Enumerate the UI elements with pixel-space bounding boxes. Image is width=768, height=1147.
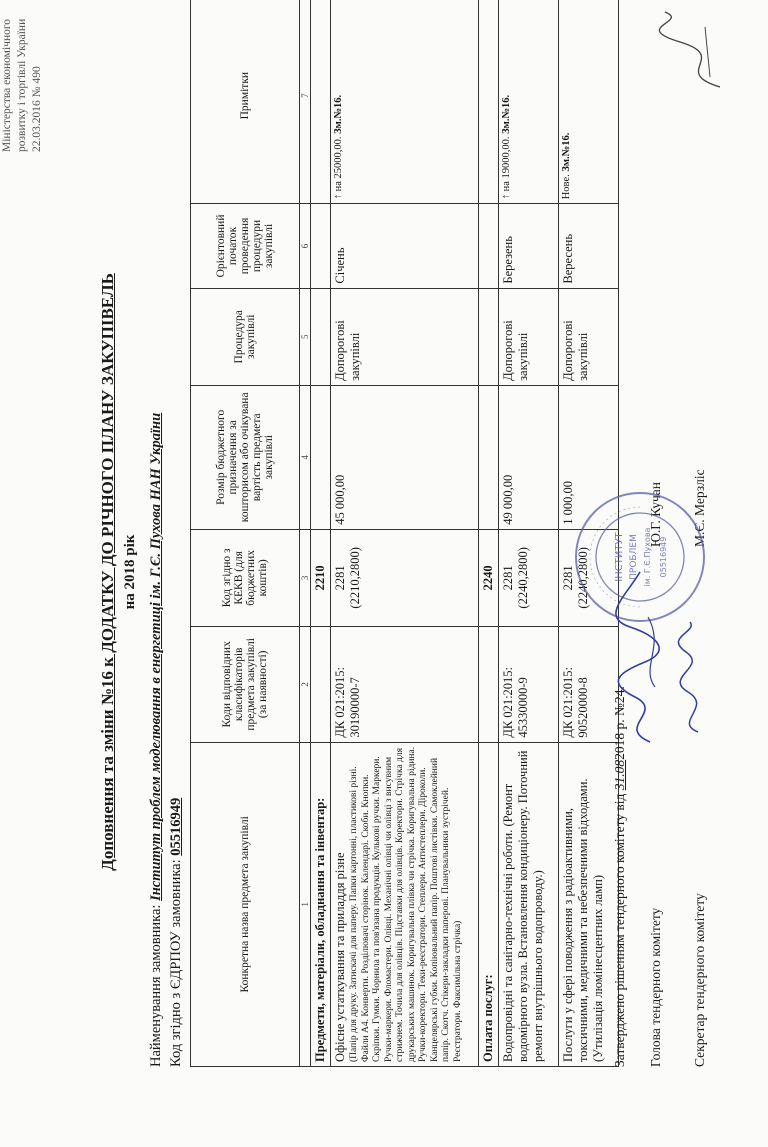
committee-secretary-name: М.Є. Мерзліс [692,469,707,547]
section-label: Оплата послуг: [479,742,499,1066]
start-month: Березень [499,204,559,288]
kekv-code: 2281 (2240,2800) [559,529,619,626]
item-name: Офісне устаткування та приладдя різне [333,852,347,1062]
header-start-date: Орієнтовний початок проведення процедури закупівлі [191,204,300,288]
column-number: 3 [300,529,311,626]
svg-text:ім. Г.Є.Пухова: ім. Г.Є.Пухова [643,527,652,587]
head-handwritten-signature [610,567,670,747]
approval-date: 31.08 [612,759,627,791]
document-subtitle: на 2018 рік [122,534,138,610]
note-text: ↑ на 19000,00. [501,136,512,200]
budget-amount: 49 000,00 [499,385,559,529]
note-text: Нове. [561,174,572,200]
header-item-name: Конкретна назва предмета закупівлі [191,742,300,1066]
table-row [499,0,559,1067]
kekv-code: 2281 (2210,2800) [331,529,479,626]
item-name: Водопровідні та санітарно-технічні роботи. (Ремонт водомірного вузла. Встановлення кондиціонеру. Поточний ремонт внутрішнього водопроводу.) [499,742,559,1066]
classifier-code: ДК 021:2015: 90520000-8 [559,626,619,742]
section-row [479,0,499,1067]
item-name-cell [331,742,479,1066]
section-kekv: 2240 [479,529,499,626]
table-header-row [191,0,300,1067]
start-month: Січень [331,204,479,288]
header-classifier-codes: Коди відповідних класифікаторів предмета закупівлі (за наявності) [191,626,300,742]
column-number: 2 [300,626,311,742]
classifier-code: ДК 021:2015: 45330000-9 [499,626,559,742]
kekv-code: 2281 (2240,2800) [499,529,559,626]
header-budget-amount: Розмір бюджетного призначення за кошторисом або очікувана вартість предмета закупівлі [191,385,300,529]
note-text: ↑ на 25000,00. [333,136,344,200]
svg-text:ІНСТИТУТ: ІНСТИТУТ [614,532,625,582]
secretary-handwritten-signature [668,617,718,737]
procedure: Допорогові закупівлі [331,288,479,385]
regulation-reference-note [0,2,45,152]
change-mark: Зм.№16. [333,94,344,134]
regulation-note-line: Міністерства економічного [1,18,13,152]
budget-amount: 1 000,00 [559,385,619,529]
procurement-plan-table [190,0,619,1067]
item-detail: (Папір для друку. Затискачі для паперу. Папки картонні, пластикові різні. Файли А4. Конверти. Розділювачі сторінок. Календарі. Скоби. Кнопки. Скріпки. Гумки. Чорнила та пов'язана продукція. Кулькові ручки. Маркери. Ручки-маркери. Фломастери. Олівці. Механічні олівці чи олівці з висувним стрижнем. Точила для олівців. Підставки для олівців. Коректори. Стрічка для друкарських машинок. Коригувальна плівка чи стрічка. Коригувальна рідина. Ручки-коректори. Теки-реєстратори. Степлери. Антистеплери. Діроколи. Канцелярські губки. Копіювальний папір. Поштові листівки. Самоклейний папір. Скотч. Стікери-закладки паперові. Планувальники зустрічей. Реєстратори. Факсимільна стрічка) [349,746,463,1062]
change-mark: Зм.№16. [561,132,572,172]
table-row [331,0,479,1067]
committee-head-name: Ю.Г. Кучан [648,481,663,547]
classifier-code: ДК 021:2015: 30190000-7 [331,626,479,742]
column-number: 7 [300,0,311,204]
note-cell [559,0,619,204]
svg-text:ПРОБЛЕМ: ПРОБЛЕМ [629,534,639,580]
column-number: 6 [300,204,311,288]
header-kekv-code: Код згідно з КЕКВ (для бюджетних коштів) [191,529,300,626]
regulation-note-line: 22.03.2016 № 490 [31,66,43,152]
note-cell [499,0,559,204]
budget-amount: 45 000,00 [331,385,479,529]
section-kekv: 2210 [311,529,331,626]
approval-prefix: Затверджено рішенням тендерного комітету від [612,793,627,1067]
corner-handwritten-mark [650,7,740,97]
section-row [311,0,331,1067]
customer-label: Найменування замовника: [148,904,164,1067]
header-notes: Примітки [191,0,300,204]
procedure: Допорогові закупівлі [559,288,619,385]
committee-head-label: Голова тендерного комітету [648,907,663,1067]
edrpou-value: 05516949 [168,797,184,856]
procedure: Допорогові закупівлі [499,288,559,385]
header-procedure: Процедура закупівлі [191,288,300,385]
column-number: 5 [300,288,311,385]
section-label: Предмети, матеріали, обладнання та інвентар: [311,742,331,1066]
committee-secretary-label: Секретар тендерного комітету [692,893,707,1067]
customer-name-line [148,413,165,1067]
document-title: Доповнення та зміни №16 к ДОДАТКУ ДО РІЧНОГО ПЛАНУ ЗАКУПІВЕЛЬ [98,273,117,871]
column-number: 4 [300,385,311,529]
regulation-note-line: розвитку і торгівлі України [16,18,28,152]
column-number: 1 [300,742,311,1066]
approval-suffix: 2018 р. №24. [612,686,627,760]
column-number-row [300,0,311,1067]
edrpou-code-line [168,798,185,1067]
change-mark: Зм.№16. [501,94,512,134]
item-name: Послуги у сфері поводження з радіоактивними, токсичними, медичними та небезпечними відходами. (Утилізація люмінесцентних ламп) [559,742,619,1066]
svg-text:05516949: 05516949 [659,536,668,578]
customer-value: Інститут проблем моделювання в енергетиці ім. Г.Є. Пухова НАН України [148,412,164,901]
start-month: Вересень [559,204,619,288]
edrpou-label: Код згідно з ЄДРПОУ замовника: [168,859,184,1067]
note-cell [331,0,479,204]
